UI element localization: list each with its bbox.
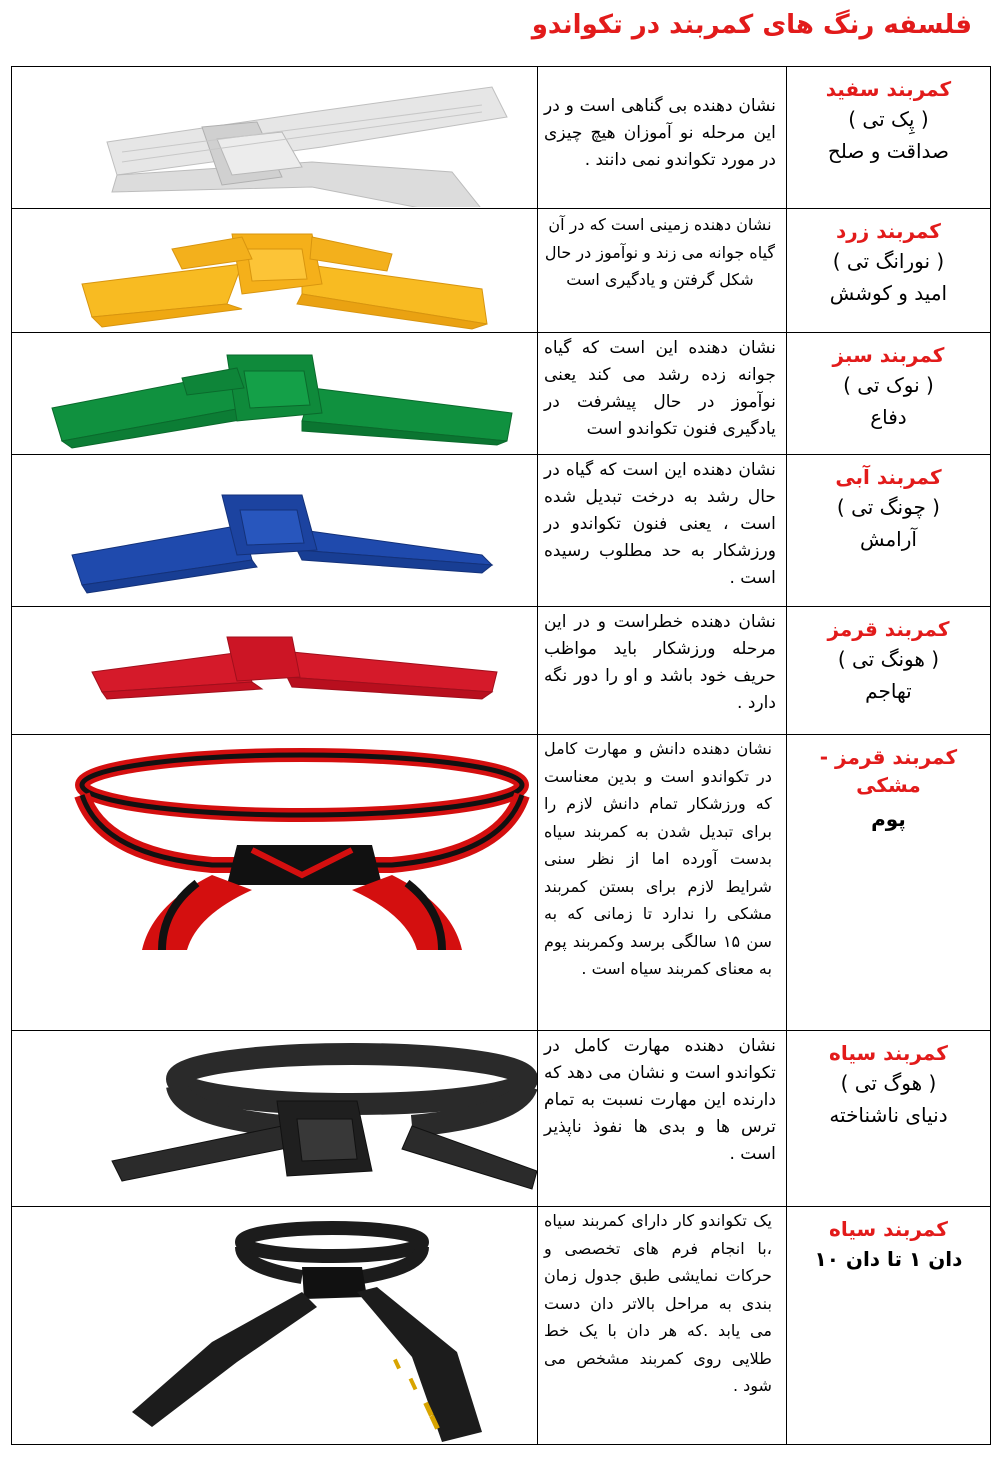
belt-korean-name: ( پِک تی ) bbox=[848, 107, 929, 131]
red-black-belt-icon bbox=[12, 735, 537, 1029]
green-belt-icon bbox=[12, 333, 537, 453]
table-row bbox=[12, 1207, 991, 1445]
belt-korean-name: ( هوگ تی ) bbox=[840, 1071, 937, 1095]
belt-image-cell bbox=[12, 209, 538, 333]
belt-name-cell bbox=[786, 607, 990, 735]
belt-image-cell bbox=[12, 607, 538, 735]
belt-description-cell bbox=[538, 333, 787, 455]
belt-image-cell bbox=[12, 333, 538, 455]
belt-meaning: دنیای ناشناخته bbox=[829, 1103, 948, 1127]
belt-name-cell bbox=[786, 1207, 990, 1445]
belt-colors-table bbox=[11, 66, 991, 1445]
belt-description-cell bbox=[538, 1207, 787, 1445]
white-belt-icon bbox=[12, 67, 537, 207]
black-belt-icon bbox=[12, 1031, 537, 1205]
belt-image-cell bbox=[12, 67, 538, 209]
belt-name: کمربند سیاه bbox=[829, 1041, 948, 1065]
belt-korean-name: ( نورانگ تی ) bbox=[832, 249, 945, 273]
belt-dan-range: دان ۱ تا دان ۱۰ bbox=[814, 1247, 963, 1271]
belt-name-cell bbox=[786, 67, 990, 209]
belt-description-cell bbox=[538, 735, 787, 1031]
belt-description: یک تکواندو کار دارای کمربند سیاه ،با انجام فرم های تخصصی و حرکات نمایشی طبق جدول زمان بندی به مراحل بالاتر دان دست می یابد .که هر دان با یک خط طلایی روی کمربند مشخص می شود . bbox=[544, 1211, 772, 1395]
belt-meaning: دفاع bbox=[870, 405, 907, 429]
belt-image-cell bbox=[12, 1031, 538, 1207]
belt-name: کمربند سیاه bbox=[829, 1217, 948, 1241]
table-row bbox=[12, 209, 991, 333]
belt-name: کمربند زرد bbox=[835, 219, 941, 243]
belt-image-cell bbox=[12, 455, 538, 607]
belt-description: نشان دهنده این است که گیاه در حال رشد به درخت تبدیل شده است ، یعنی فنون تکواندو در ورزشکار به حد مطلوب رسیده است . bbox=[544, 460, 776, 588]
belt-image-cell bbox=[12, 735, 538, 1031]
belt-description-cell bbox=[538, 455, 787, 607]
belt-description: نشان دهنده دانش و مهارت کامل در تکواندو است و بدین معناست که ورزشکار تمام دانش لازم را برای تبدیل شدن به کمربند سیاه بدست آورده اما از نظر سنی شرایط لازم برای بستن کمربند مشکی را ندارد تا زمانی که به سن ۱۵ سالگی برسد وکمربند پوم به معنای کمربند سیاه است . bbox=[544, 739, 772, 978]
belt-description-cell bbox=[538, 607, 787, 735]
belt-name: کمربند قرمز bbox=[827, 617, 950, 641]
belt-description-cell bbox=[538, 1031, 787, 1207]
belt-image-cell bbox=[12, 1207, 538, 1445]
belt-name-cell bbox=[786, 1031, 990, 1207]
belt-description-cell bbox=[538, 209, 787, 333]
belt-meaning: تهاجم bbox=[865, 679, 912, 703]
belt-name-cell bbox=[786, 735, 990, 1031]
black-belt-dan-icon bbox=[12, 1207, 537, 1443]
table-row bbox=[12, 455, 991, 607]
belt-meaning: صداقت و صلح bbox=[827, 139, 950, 163]
belt-name-cell bbox=[786, 209, 990, 333]
table-row bbox=[12, 735, 991, 1031]
belt-meaning: امید و کوشش bbox=[829, 281, 948, 305]
belt-description-cell bbox=[538, 67, 787, 209]
yellow-belt-icon bbox=[12, 209, 537, 331]
page-title: فلسفه رنگ های کمربند در تکواندو bbox=[531, 10, 972, 40]
red-belt-icon bbox=[12, 607, 537, 733]
table-row bbox=[12, 67, 991, 209]
belt-korean-name: ( چونگ تی ) bbox=[836, 495, 940, 519]
table-row bbox=[12, 333, 991, 455]
table-row bbox=[12, 1031, 991, 1207]
belt-name: کمربند سفید bbox=[825, 77, 952, 101]
belt-korean-name: ( هونگ تی ) bbox=[837, 647, 940, 671]
belt-name: کمربند آبی bbox=[835, 465, 942, 489]
table-row bbox=[12, 607, 991, 735]
belt-name: کمربند قرمز - مشکی bbox=[819, 745, 958, 797]
belt-meaning: آرامش bbox=[859, 527, 917, 551]
belt-korean-name: ( نوک تی ) bbox=[843, 373, 934, 397]
belt-description: نشان دهنده این است که گیاه جوانه زده رشد می کند یعنی نوآموز در حال پیشرفت در یادگیری فنون تکواندو است bbox=[544, 338, 776, 439]
belt-description: نشان دهنده زمینی است که در آن گیاه جوانه می زند و نوآموز در حال شکل گرفتن و یادگیری است bbox=[544, 215, 776, 289]
belt-name: کمربند سبز bbox=[832, 343, 945, 367]
belt-name-cell bbox=[786, 333, 990, 455]
belt-description: نشان دهنده بی گناهی است و در این مرحله نو آموزان هیچ چیزی در مورد تکواندو نمی دانند . bbox=[544, 96, 776, 170]
belt-korean-name: پوم bbox=[871, 807, 906, 831]
belt-description: نشان دهنده مهارت کامل در تکواندو است و نشان می دهد که دارنده این مهارت نسبت به تمام ترس ها و بدی ها نفوذ ناپذیر است . bbox=[544, 1036, 776, 1164]
belt-description: نشان دهنده خطراست و در این مرحله ورزشکار باید مواظب حریف خود باشد و او را دور نگه دارد . bbox=[544, 612, 776, 713]
belt-name-cell bbox=[786, 455, 990, 607]
blue-belt-icon bbox=[12, 455, 537, 605]
